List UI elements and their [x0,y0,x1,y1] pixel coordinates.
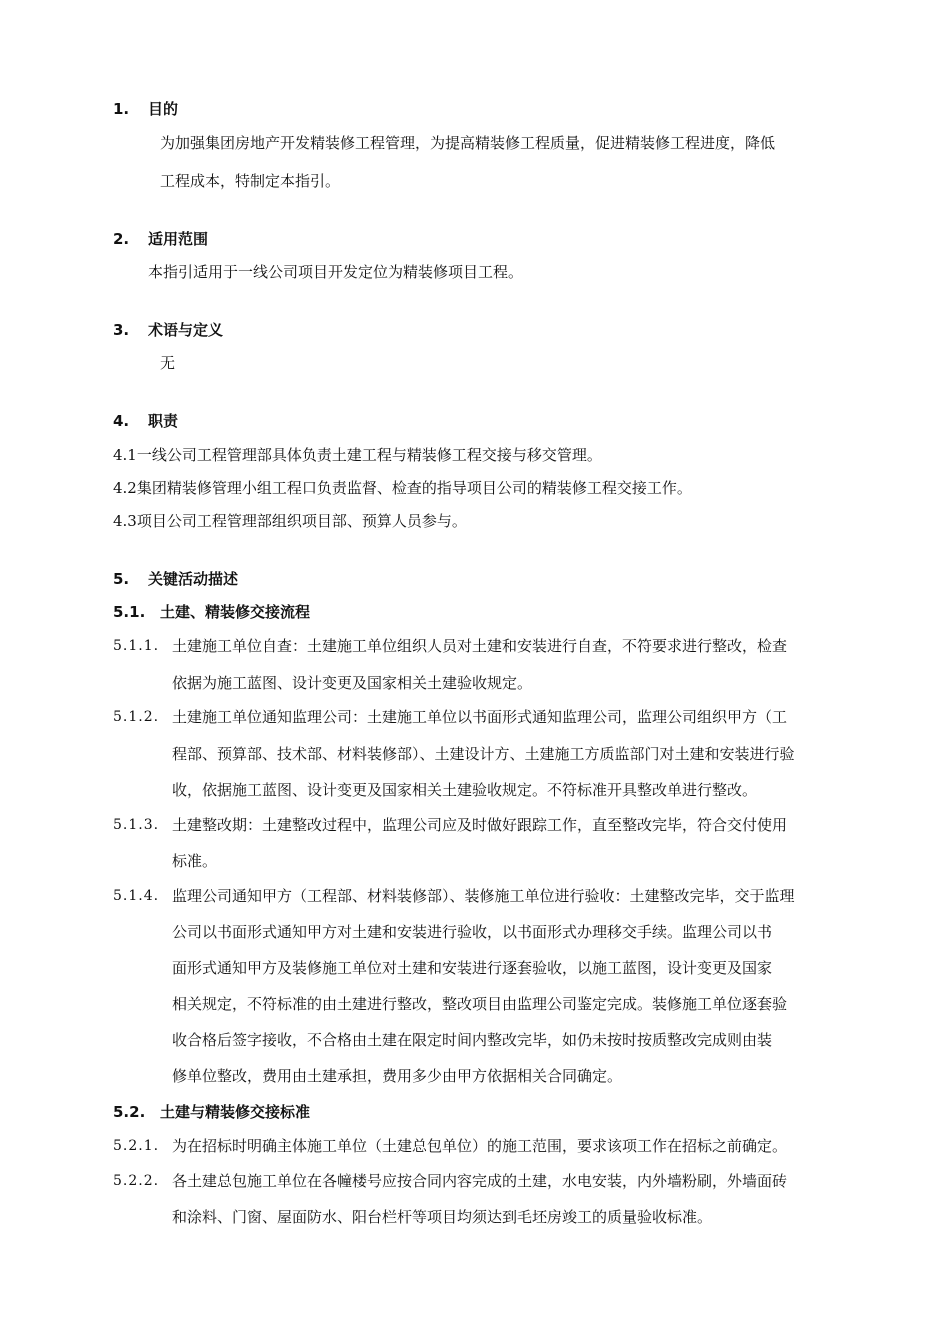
item-5-2-2-line-1: 各土建总包施工单位在各幢楼号应按合同内容完成的土建，水电安装，内外墙粉刷，外墙面砖 [172,1172,788,1190]
section-1-paragraph-line-1: 为加强集团房地产开发精装修工程管理，为提高精装修工程质量，促进精装修工程进度，降低 [160,134,776,152]
item-5-2-2-number: 5.2.2. [113,1173,160,1189]
section-4-number: 4. [113,412,130,430]
section-3-number: 3. [113,321,130,339]
responsibility-item-1: 4.1一线公司工程管理部具体负责土建工程与精装修工程交接与移交管理。 [113,446,602,464]
item-5-1-2-line-2: 程部、预算部、技术部、材料装修部）、土建设计方、土建施工方质监部门对土建和安装进行验 [172,745,795,763]
item-5-1-1-line-2: 依据为施工蓝图、设计变更及国家相关土建验收规定。 [172,674,533,692]
item-5-1-4-line-1: 监理公司通知甲方（工程部、材料装修部）、装修施工单位进行验收：土建整改完毕，交于监理 [172,887,795,905]
item-5-1-3-line-1: 土建整改期：土建整改过程中，监理公司应及时做好跟踪工作，直至整改完毕，符合交付使用 [172,816,788,834]
section-1-title: 目的 [148,100,179,118]
item-5-1-2-number: 5.1.2. [113,709,160,725]
section-5-number: 5. [113,570,130,588]
item-5-1-4-line-2: 公司以书面形式通知甲方对土建和安装进行验收，以书面形式办理移交手续。监理公司以书 [172,923,773,941]
subsection-5-1-number: 5.1. [113,603,146,621]
subsection-5-2-title: 土建与精装修交接标准 [160,1103,311,1121]
section-5-title: 关键活动描述 [148,570,239,588]
item-5-1-3-line-2: 标准。 [172,852,218,870]
section-3-paragraph: 无 [160,354,176,372]
item-5-1-1-number: 5.1.1. [113,638,160,654]
responsibility-item-2: 4.2集团精装修管理小组工程口负责监督、检查的指导项目公司的精装修工程交接工作。 [113,479,692,497]
item-5-2-1-line-1: 为在招标时明确主体施工单位（土建总包单位）的施工范围，要求该项工作在招标之前确定。 [172,1137,788,1155]
item-5-1-4-line-6: 修单位整改，费用由土建承担，费用多少由甲方依据相关合同确定。 [172,1067,623,1085]
item-5-2-2-line-2: 和涂料、门窗、屋面防水、阳台栏杆等项目均须达到毛坯房竣工的质量验收标准。 [172,1208,713,1226]
item-5-1-4-line-5: 收合格后签字接收，不合格由土建在限定时间内整改完毕，如仍未按时按质整改完成则由装 [172,1031,773,1049]
responsibility-item-3: 4.3项目公司工程管理部组织项目部、预算人员参与。 [113,512,467,530]
section-2-paragraph: 本指引适用于一线公司项目开发定位为精装修项目工程。 [148,263,524,281]
item-5-1-1-line-1: 土建施工单位自查：土建施工单位组织人员对土建和安装进行自查，不符要求进行整改，检查 [172,637,788,655]
item-5-1-2-line-1: 土建施工单位通知监理公司：土建施工单位以书面形式通知监理公司，监理公司组织甲方（工 [172,708,788,726]
item-5-2-1-number: 5.2.1. [113,1138,160,1154]
item-5-1-4-number: 5.1.4. [113,888,160,904]
section-2-title: 适用范围 [148,230,209,248]
subsection-5-1-title: 土建、精装修交接流程 [160,603,311,621]
section-2-number: 2. [113,230,130,248]
section-3-title: 术语与定义 [148,321,224,339]
section-1-number: 1. [113,100,130,118]
item-5-1-4-line-3: 面形式通知甲方及装修施工单位对土建和安装进行逐套验收，以施工蓝图，设计变更及国家 [172,959,773,977]
item-5-1-2-line-3: 收，依据施工蓝图、设计变更及国家相关土建验收规定。不符标准开具整改单进行整改。 [172,781,758,799]
subsection-5-2-number: 5.2. [113,1103,146,1121]
item-5-1-3-number: 5.1.3. [113,817,160,833]
section-4-title: 职责 [148,412,179,430]
item-5-1-4-line-4: 相关规定，不符标准的由土建进行整改，整改项目由监理公司鉴定完成。装修施工单位逐套验 [172,995,788,1013]
section-1-paragraph-line-2: 工程成本，特制定本指引。 [160,172,341,190]
